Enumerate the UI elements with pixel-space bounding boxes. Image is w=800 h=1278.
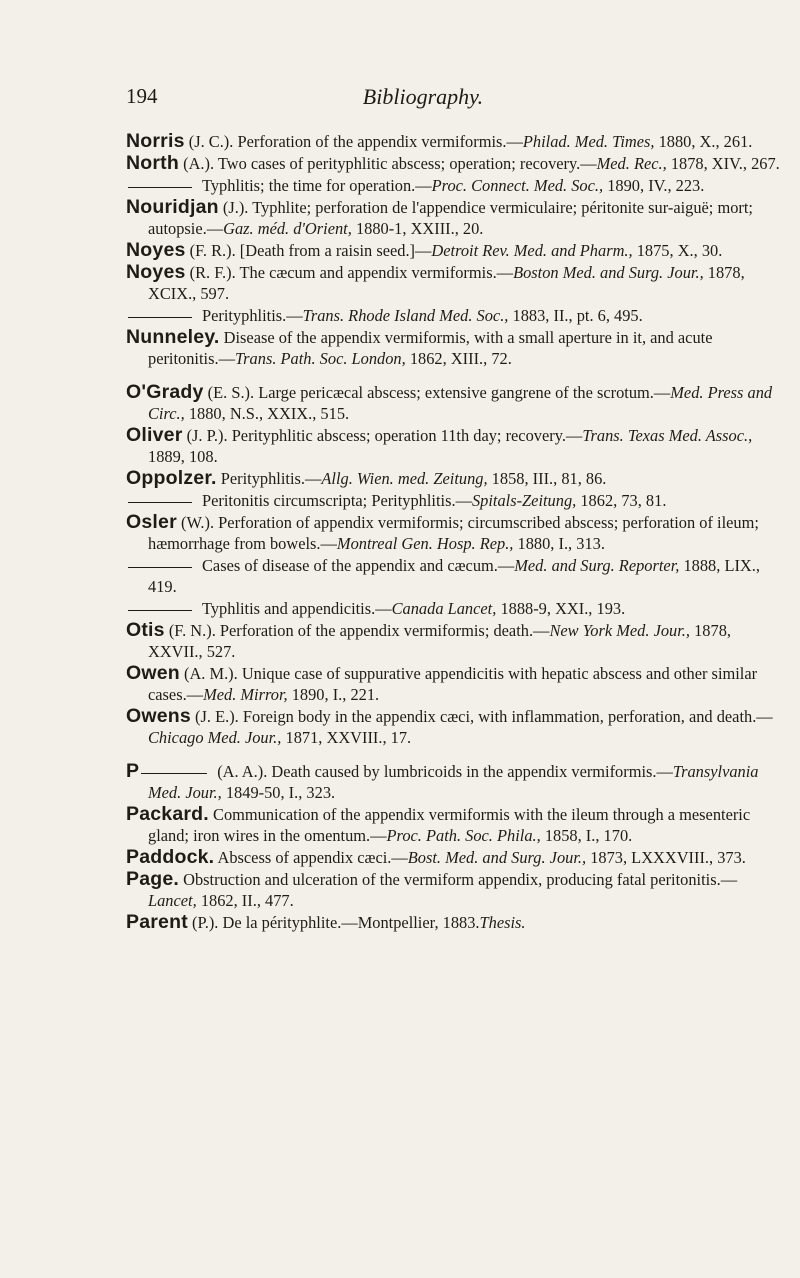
entry-title: The cæcum and appendix vermiformis.— [239,263,514,282]
entry-details: 1880, X., 261. [658,132,753,151]
author-initials: (F. R.). [189,241,236,260]
bibliography-entry [126,490,784,511]
entry-source: Bost. Med. and Surg. Jour., [407,848,587,867]
author-name: Owens [126,705,191,727]
author-name: Oppolzer. [126,467,217,489]
author-initials: (A. A.). [217,762,268,781]
author-name: Paddock. [126,846,215,868]
entry-title: Perityphlitis.— [202,306,303,325]
author-name: Osler [126,511,177,533]
bibliography-entry [126,131,784,152]
entry-details: 1875, X., 30. [636,241,723,260]
entry-details: 1862, II., 477. [200,891,294,910]
entry-details: 1889, 108. [148,447,218,466]
running-title: Bibliography. [362,84,484,109]
entry-source: Trans. Texas Med. Assoc., [582,426,753,445]
author-name: Noyes [126,261,186,283]
entry-title: Abscess of appendix cæci.— [217,848,408,867]
entry-source: Transylvania Med. Jour., [148,762,759,802]
bibliography-entry [126,327,784,369]
entry-source: Allg. Wien. med. Zeitung, [321,469,488,488]
bibliography-entry [126,240,784,261]
entry-source: Lancet, [148,891,197,910]
entry-details: 1888-9, XXI., 193. [500,599,626,618]
author-initials: (J. C.). [188,132,234,151]
entry-details: 1858, III., 81, 86. [491,469,607,488]
author-initials: (E. S.). [207,383,255,402]
bibliography-entry [126,598,784,619]
entry-source: Trans. Path. Soc. London, [234,349,406,368]
author-initials: (J. E.). [195,707,239,726]
bibliography-entry [126,197,784,239]
entry-title: Two cases of perityphlitic abscess; operation; recovery.— [217,154,597,173]
entry-source: Med. and Surg. Reporter, [514,556,680,575]
entry-title: Disease of the appendix vermiformis, with a small aperture in it, and acute peritonitis.— [148,328,713,368]
entry-title: Typhlitis and appendicitis.— [202,599,392,618]
entry-details: 1880, I., 313. [517,534,605,553]
author-name: O'Grady [126,381,204,403]
entry-title: Peritonitis circumscripta; Perityphlitis.— [202,491,472,510]
entry-details: 1878, XXVII., 527. [148,621,731,661]
bibliography-entry [126,663,784,705]
author-initials: (J. P.). [186,426,228,445]
bibliography-entry [126,305,784,326]
entry-source: Boston Med. and Surg. Jour., [513,263,704,282]
author-name: Parent [126,911,188,933]
bibliography-entry [126,847,784,868]
author-name: Page. [126,868,180,890]
bibliography-entry [126,153,784,174]
entry-title: Large pericæcal abscess; extensive gangrene of the scrotum.— [258,383,671,402]
author-name: P [126,760,140,782]
author-initials: (W.). [180,513,215,532]
entry-title: Typhlite; perforation de l'appendice vermiculaire; péritonite sur-aiguë; mort; autopsie.— [148,198,753,238]
entry-source: Montreal Gen. Hosp. Rep., [336,534,514,553]
entry-title: Perityphlitis.— [220,469,322,488]
bibliography-entry [126,262,784,304]
entry-source: Gaz. méd. d'Orient, [223,219,352,238]
author-initials: (R. F.). [189,263,236,282]
entry-source: Med. Rec., [596,154,667,173]
author-name: North [126,152,179,174]
author-name: Otis [126,619,165,641]
bibliography-entry [126,512,784,554]
ditto-dash [128,567,192,568]
entry-details: 1880, N.S., XXIX., 515. [188,404,350,423]
entry-title: Unique case of suppurative appendicitis with hepatic abscess and other similar cases.— [148,664,758,704]
author-name: Packard. [126,803,209,825]
entry-source: Thesis. [479,913,526,932]
entry-title: De la pérityphlite.—Montpellier, 1883. [222,913,480,932]
entry-source: Philad. Med. Times, [522,132,655,151]
author-initials: (J.). [222,198,249,217]
entry-title: Perforation of appendix vermiformis; circumscribed abscess; perforation of ileum; hæmorrhage from bowels.— [148,513,759,553]
ditto-dash [128,187,192,188]
author-name: Noyes [126,239,186,261]
entry-source: Detroit Rev. Med. and Pharm., [431,241,633,260]
entry-details: 1890, IV., 223. [607,176,705,195]
bibliography-entry [126,706,784,748]
author-name: Oliver [126,424,183,446]
bibliography-entry [126,869,784,911]
ditto-dash [128,610,192,611]
entry-title: Perforation of the appendix vermiformis; death.— [219,621,550,640]
entry-details: 1880-1, XXIII., 20. [355,219,484,238]
bibliography-entry [126,912,784,933]
author-name: Norris [126,130,185,152]
entry-details: 1890, I., 221. [291,685,380,704]
entry-source: Med. Mirror, [203,685,288,704]
page-header [126,84,720,114]
entry-details: 1862, 73, 81. [580,491,667,510]
bibliography-entry [126,425,784,467]
entry-title: Foreign body in the appendix cæci, with inflammation, perforation, and death.— [242,707,773,726]
author-name: Nouridjan [126,196,219,218]
entry-source: Spitals-Zeitung, [471,491,577,510]
author-initials: (A.). [183,154,215,173]
author-initials: (P.). [192,913,219,932]
bibliography-entry [126,761,784,803]
entry-source: Proc. Path. Soc. Phila., [386,826,541,845]
entry-title: Cases of disease of the appendix and cæcum.— [202,556,515,575]
entry-source: Canada Lancet, [391,599,497,618]
entry-title: Perforation of the appendix vermiformis.— [237,132,523,151]
author-name: Nunneley. [126,326,220,348]
bibliography-entry [126,555,784,597]
name-blank-dash [141,773,207,774]
bibliography-entry [126,804,784,846]
bibliography-entry [126,468,784,489]
page-number: 194 [126,84,158,108]
entry-source: Med. Press and Circ., [148,383,773,423]
author-initials: (F. N.). [168,621,216,640]
entry-title: [Death from a raisin seed.]— [239,241,432,260]
bibliography-entry [126,620,784,662]
bibliography-list [126,131,784,934]
entry-details: 1878, XIV., 267. [670,154,780,173]
author-name: Owen [126,662,180,684]
entry-source: Chicago Med. Jour., [148,728,282,747]
entry-details: 1871, XXVIII., 17. [285,728,412,747]
author-initials: (A. M.). [184,664,238,683]
entry-source: Trans. Rhode Island Med. Soc., [302,306,509,325]
entry-title: Death caused by lumbricoids in the appendix vermiformis.— [271,762,673,781]
entry-details: 1878, XCIX., 597. [148,263,745,303]
entry-details: 1849-50, I., 323. [225,783,336,802]
entry-details: 1858, I., 170. [544,826,633,845]
entry-details: 1873, LXXXVIII., 373. [590,848,746,867]
entry-title: Perityphlitic abscess; operation 11th day; recovery.— [231,426,583,445]
ditto-dash [128,502,192,503]
entry-details: 1862, XIII., 72. [409,349,512,368]
entry-title: Obstruction and ulceration of the vermiform appendix, producing fatal peritonitis.— [183,870,738,889]
entry-details: 1883, II., pt. 6, 495. [512,306,643,325]
entry-source: Proc. Connect. Med. Soc., [431,176,604,195]
entry-details: 1888, LIX., 419. [148,556,760,596]
bibliography-entry [126,382,784,424]
bibliography-entry [126,175,784,196]
entry-source: New York Med. Jour., [549,621,690,640]
entry-title: Typhlitis; the time for operation.— [202,176,432,195]
ditto-dash [128,317,192,318]
entry-title: Communication of the appendix vermiformis with the ileum through a mesenteric gland; iron wires in the omentum.— [148,805,751,845]
